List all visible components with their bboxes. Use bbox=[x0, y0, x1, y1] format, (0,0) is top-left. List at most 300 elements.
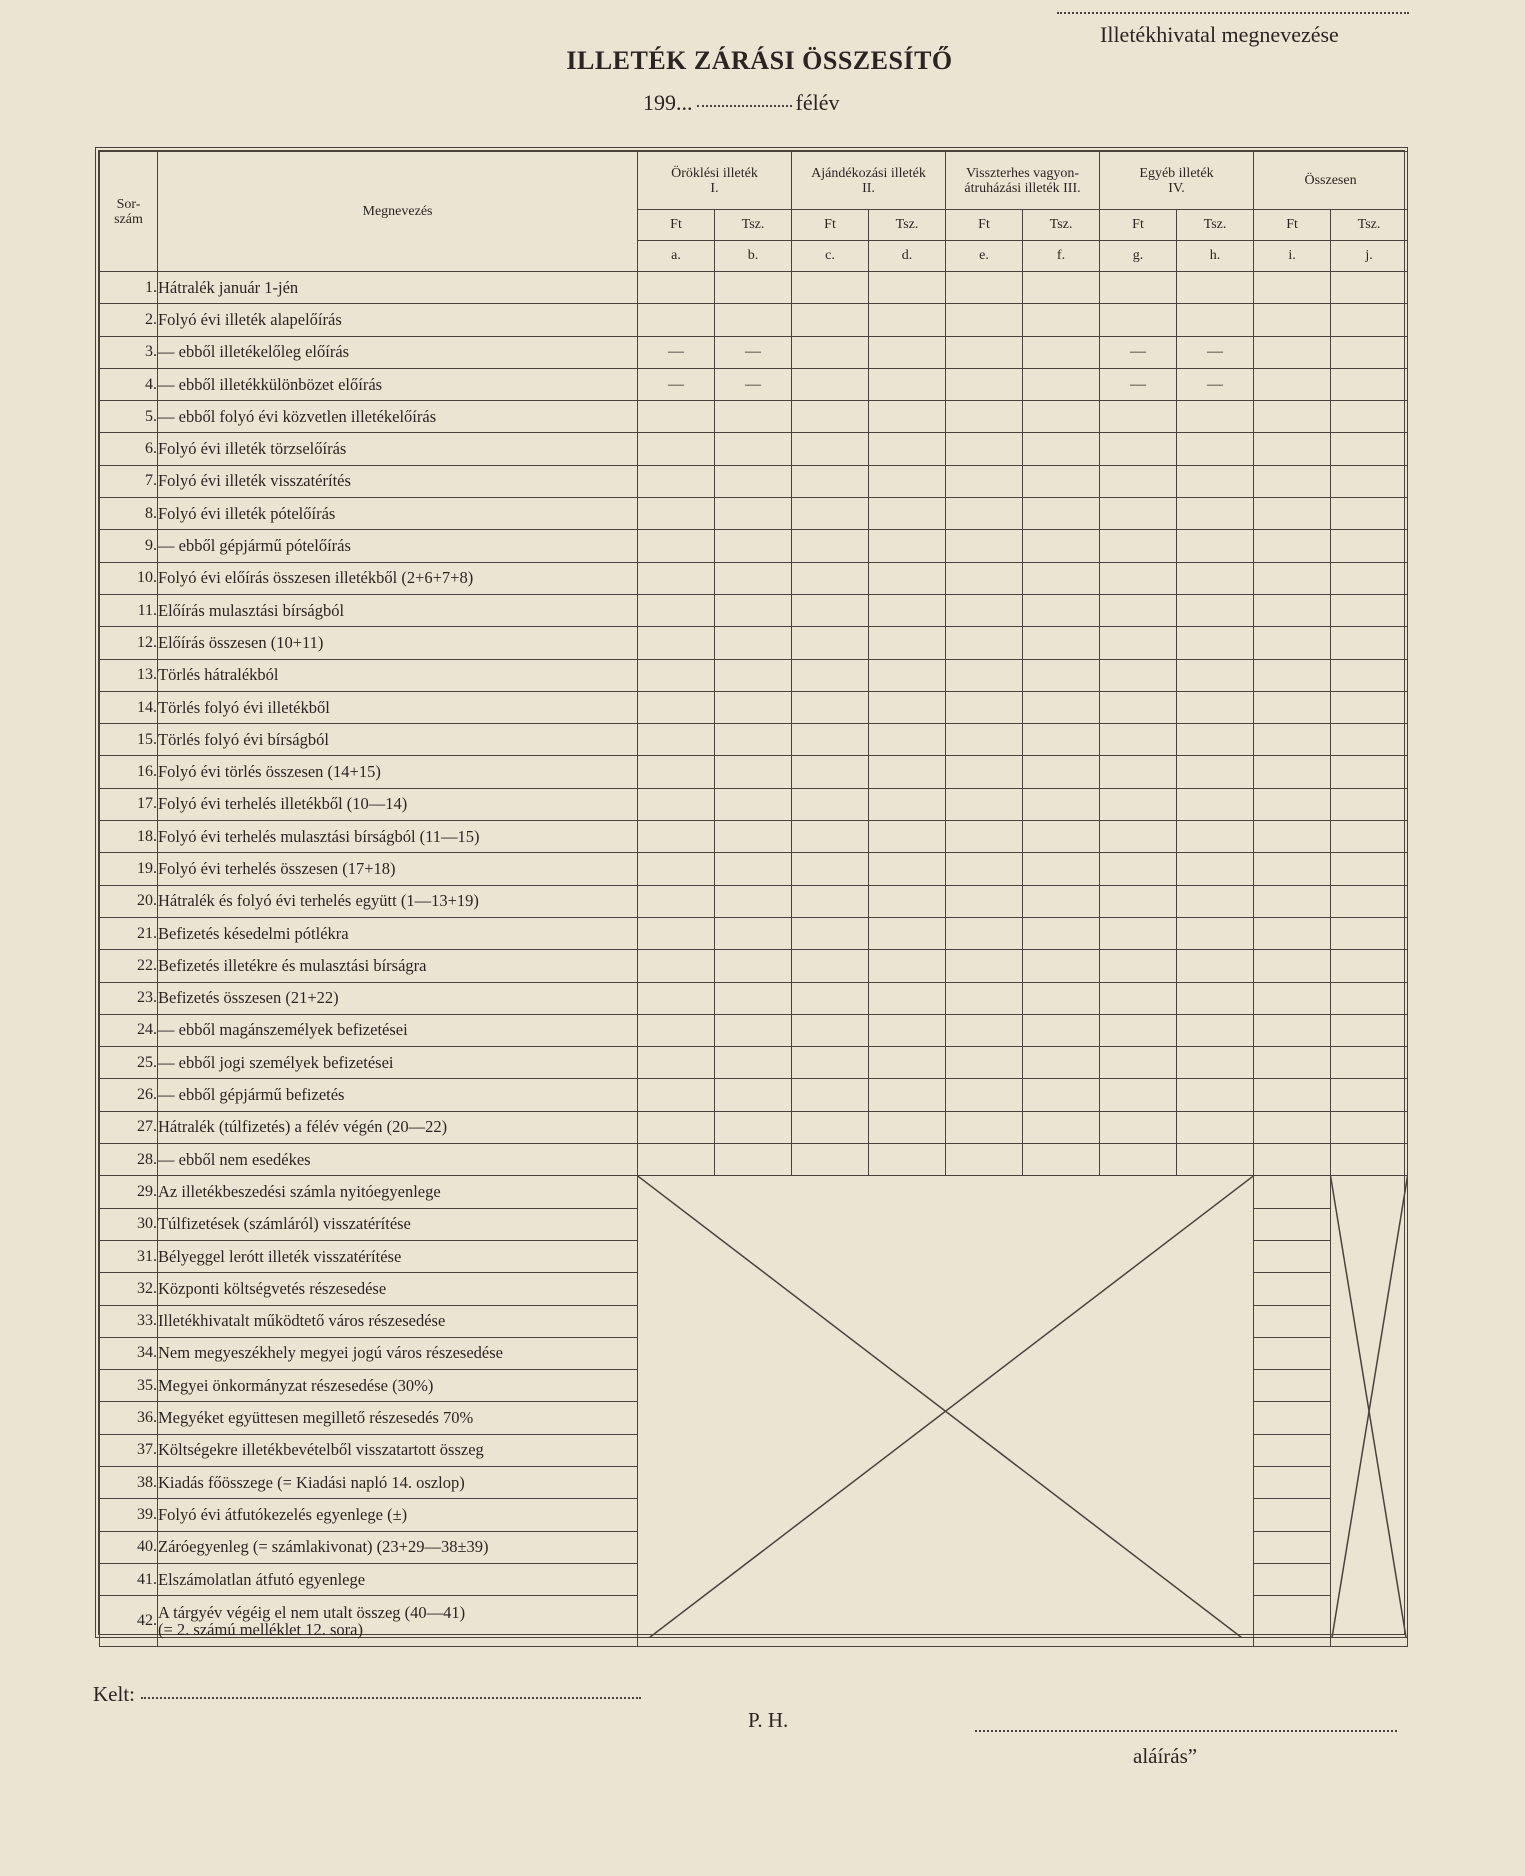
input-cell[interactable] bbox=[946, 1144, 1023, 1176]
input-cell[interactable] bbox=[1100, 1047, 1177, 1079]
signature-dotted-line[interactable] bbox=[975, 1730, 1397, 1732]
crossed-tsz-block bbox=[1331, 1176, 1408, 1647]
input-cell[interactable] bbox=[792, 691, 869, 723]
input-cell[interactable] bbox=[946, 691, 1023, 723]
input-cell[interactable] bbox=[1100, 885, 1177, 917]
input-cell[interactable] bbox=[638, 885, 715, 917]
input-cell[interactable] bbox=[869, 465, 946, 497]
input-cell[interactable] bbox=[1331, 1014, 1408, 1046]
input-cell[interactable] bbox=[1254, 821, 1331, 853]
input-cell[interactable] bbox=[1331, 788, 1408, 820]
input-cell[interactable] bbox=[1331, 853, 1408, 885]
input-cell[interactable] bbox=[1254, 691, 1331, 723]
input-cell[interactable] bbox=[1100, 1014, 1177, 1046]
input-cell[interactable] bbox=[1331, 917, 1408, 949]
input-cell[interactable] bbox=[1100, 433, 1177, 465]
input-cell[interactable] bbox=[946, 950, 1023, 982]
input-cell[interactable] bbox=[1023, 562, 1100, 594]
input-cell[interactable] bbox=[715, 498, 792, 530]
input-cell[interactable] bbox=[1023, 821, 1100, 853]
input-cell[interactable] bbox=[1177, 885, 1254, 917]
input-cell[interactable] bbox=[638, 659, 715, 691]
input-cell[interactable] bbox=[1100, 530, 1177, 562]
input-cell[interactable] bbox=[1331, 821, 1408, 853]
input-cell[interactable] bbox=[1100, 1144, 1177, 1176]
input-cell[interactable] bbox=[1254, 368, 1331, 400]
input-cell[interactable] bbox=[1023, 1014, 1100, 1046]
input-cell[interactable] bbox=[1254, 304, 1331, 336]
input-cell[interactable] bbox=[1331, 336, 1408, 368]
table-row bbox=[100, 788, 1408, 820]
input-cell[interactable] bbox=[869, 917, 946, 949]
input-cell[interactable] bbox=[946, 433, 1023, 465]
input-cell[interactable] bbox=[792, 885, 869, 917]
input-cell[interactable] bbox=[1023, 691, 1100, 723]
input-cell[interactable] bbox=[1177, 627, 1254, 659]
input-cell[interactable] bbox=[1100, 1079, 1177, 1111]
input-cell[interactable] bbox=[638, 788, 715, 820]
input-cell[interactable] bbox=[1023, 885, 1100, 917]
input-cell[interactable] bbox=[946, 368, 1023, 400]
input-cell[interactable] bbox=[1177, 594, 1254, 626]
input-cell[interactable] bbox=[1023, 788, 1100, 820]
group-subtitle: I. bbox=[710, 180, 719, 196]
input-cell[interactable] bbox=[638, 821, 715, 853]
input-cell[interactable] bbox=[1331, 659, 1408, 691]
input-cell[interactable] bbox=[946, 272, 1023, 304]
input-cell[interactable] bbox=[869, 1144, 946, 1176]
input-cell[interactable] bbox=[1023, 627, 1100, 659]
total-ft-cell[interactable] bbox=[1254, 1337, 1331, 1369]
input-cell[interactable] bbox=[1254, 1047, 1331, 1079]
input-cell[interactable] bbox=[1023, 401, 1100, 433]
input-cell[interactable] bbox=[792, 1079, 869, 1111]
input-cell[interactable] bbox=[715, 982, 792, 1014]
input-cell[interactable] bbox=[792, 1014, 869, 1046]
input-cell[interactable] bbox=[1177, 853, 1254, 885]
input-cell[interactable] bbox=[638, 530, 715, 562]
row-label: Központi költségvetés részesedése bbox=[158, 1273, 638, 1305]
input-cell[interactable] bbox=[792, 433, 869, 465]
group-title: Egyéb illeték bbox=[1139, 165, 1214, 181]
input-cell[interactable] bbox=[946, 627, 1023, 659]
input-cell[interactable] bbox=[1100, 594, 1177, 626]
input-cell[interactable] bbox=[869, 853, 946, 885]
total-ft-cell[interactable] bbox=[1254, 1305, 1331, 1337]
input-cell[interactable] bbox=[1254, 1079, 1331, 1111]
input-cell[interactable] bbox=[638, 1111, 715, 1143]
input-cell[interactable] bbox=[1254, 917, 1331, 949]
input-cell[interactable] bbox=[715, 530, 792, 562]
input-cell[interactable] bbox=[1100, 982, 1177, 1014]
input-cell[interactable] bbox=[1254, 1014, 1331, 1046]
input-cell[interactable] bbox=[1023, 659, 1100, 691]
input-cell[interactable] bbox=[792, 724, 869, 756]
input-cell[interactable] bbox=[1331, 368, 1408, 400]
input-cell[interactable] bbox=[1023, 498, 1100, 530]
input-cell[interactable] bbox=[1177, 401, 1254, 433]
input-cell[interactable] bbox=[869, 530, 946, 562]
input-cell[interactable] bbox=[946, 594, 1023, 626]
input-cell[interactable] bbox=[1023, 853, 1100, 885]
input-cell[interactable] bbox=[946, 917, 1023, 949]
input-cell[interactable] bbox=[1023, 756, 1100, 788]
input-cell[interactable] bbox=[715, 1014, 792, 1046]
input-cell[interactable] bbox=[869, 821, 946, 853]
input-cell[interactable] bbox=[1177, 530, 1254, 562]
input-cell[interactable] bbox=[946, 659, 1023, 691]
input-cell[interactable] bbox=[1100, 756, 1177, 788]
input-cell[interactable] bbox=[715, 691, 792, 723]
total-ft-cell[interactable] bbox=[1254, 1434, 1331, 1466]
input-cell[interactable] bbox=[1177, 821, 1254, 853]
input-cell[interactable] bbox=[792, 498, 869, 530]
input-cell[interactable] bbox=[1100, 853, 1177, 885]
input-cell[interactable] bbox=[869, 788, 946, 820]
input-cell[interactable] bbox=[792, 562, 869, 594]
input-cell[interactable] bbox=[946, 724, 1023, 756]
input-cell[interactable] bbox=[638, 917, 715, 949]
input-cell[interactable] bbox=[715, 1111, 792, 1143]
input-cell[interactable] bbox=[946, 336, 1023, 368]
input-cell[interactable] bbox=[1023, 1144, 1100, 1176]
input-cell[interactable] bbox=[638, 594, 715, 626]
input-cell[interactable] bbox=[1254, 950, 1331, 982]
input-cell[interactable] bbox=[1100, 917, 1177, 949]
input-cell[interactable] bbox=[1177, 498, 1254, 530]
input-cell[interactable] bbox=[638, 756, 715, 788]
input-cell[interactable] bbox=[1254, 1111, 1331, 1143]
input-cell[interactable] bbox=[1331, 691, 1408, 723]
input-cell[interactable] bbox=[715, 885, 792, 917]
header-unit-ft: Ft bbox=[946, 210, 1023, 241]
input-cell[interactable] bbox=[869, 691, 946, 723]
input-cell[interactable] bbox=[638, 1144, 715, 1176]
input-cell[interactable] bbox=[1100, 724, 1177, 756]
input-cell[interactable] bbox=[638, 272, 715, 304]
input-cell[interactable] bbox=[715, 853, 792, 885]
input-cell[interactable] bbox=[1100, 691, 1177, 723]
total-ft-cell[interactable] bbox=[1254, 1563, 1331, 1595]
input-cell[interactable] bbox=[869, 1111, 946, 1143]
input-cell[interactable] bbox=[869, 304, 946, 336]
input-cell[interactable] bbox=[946, 982, 1023, 1014]
input-cell[interactable] bbox=[792, 336, 869, 368]
input-cell[interactable] bbox=[792, 627, 869, 659]
input-cell[interactable] bbox=[869, 756, 946, 788]
input-cell[interactable] bbox=[1023, 272, 1100, 304]
input-cell[interactable] bbox=[1254, 530, 1331, 562]
header-column-letter: c. bbox=[792, 241, 869, 272]
period-line bbox=[643, 90, 839, 116]
input-cell[interactable] bbox=[869, 724, 946, 756]
input-cell[interactable] bbox=[792, 950, 869, 982]
input-cell[interactable] bbox=[715, 756, 792, 788]
input-cell[interactable] bbox=[1023, 594, 1100, 626]
input-cell[interactable] bbox=[1331, 272, 1408, 304]
input-cell[interactable] bbox=[638, 304, 715, 336]
input-cell[interactable] bbox=[1023, 530, 1100, 562]
input-cell[interactable] bbox=[715, 401, 792, 433]
total-ft-cell[interactable] bbox=[1254, 1273, 1331, 1305]
input-cell[interactable] bbox=[1254, 659, 1331, 691]
input-cell[interactable] bbox=[1100, 272, 1177, 304]
input-cell[interactable] bbox=[869, 498, 946, 530]
input-cell[interactable] bbox=[946, 756, 1023, 788]
input-cell[interactable] bbox=[715, 821, 792, 853]
input-cell[interactable] bbox=[869, 950, 946, 982]
input-cell[interactable] bbox=[638, 1047, 715, 1079]
input-cell[interactable] bbox=[1331, 1079, 1408, 1111]
input-cell[interactable] bbox=[1177, 1014, 1254, 1046]
input-cell[interactable] bbox=[715, 1079, 792, 1111]
input-cell[interactable] bbox=[1254, 498, 1331, 530]
input-cell[interactable] bbox=[1331, 756, 1408, 788]
input-cell[interactable] bbox=[946, 1111, 1023, 1143]
input-cell[interactable] bbox=[792, 1144, 869, 1176]
input-cell[interactable] bbox=[1023, 465, 1100, 497]
input-cell[interactable] bbox=[792, 788, 869, 820]
input-cell[interactable] bbox=[1177, 724, 1254, 756]
input-cell[interactable] bbox=[1100, 950, 1177, 982]
input-cell[interactable] bbox=[1100, 498, 1177, 530]
input-cell[interactable] bbox=[1254, 594, 1331, 626]
input-cell[interactable] bbox=[715, 304, 792, 336]
input-cell[interactable] bbox=[869, 433, 946, 465]
input-cell[interactable] bbox=[1023, 304, 1100, 336]
input-cell[interactable] bbox=[1177, 917, 1254, 949]
input-cell[interactable] bbox=[1331, 465, 1408, 497]
input-cell[interactable] bbox=[1331, 433, 1408, 465]
input-cell[interactable] bbox=[715, 465, 792, 497]
input-cell[interactable] bbox=[1100, 627, 1177, 659]
input-cell[interactable] bbox=[946, 788, 1023, 820]
input-cell[interactable] bbox=[869, 659, 946, 691]
input-cell[interactable] bbox=[946, 885, 1023, 917]
input-cell[interactable] bbox=[1254, 982, 1331, 1014]
input-cell[interactable] bbox=[1100, 659, 1177, 691]
input-cell[interactable] bbox=[1331, 1047, 1408, 1079]
input-cell[interactable] bbox=[792, 1111, 869, 1143]
row-label-line: A tárgyév végéig el nem utalt összeg (40—41) bbox=[158, 1603, 466, 1623]
input-cell[interactable] bbox=[946, 1014, 1023, 1046]
input-cell[interactable] bbox=[715, 724, 792, 756]
input-cell[interactable] bbox=[1254, 336, 1331, 368]
input-cell[interactable] bbox=[946, 821, 1023, 853]
input-cell[interactable] bbox=[792, 853, 869, 885]
input-cell[interactable] bbox=[792, 917, 869, 949]
input-cell[interactable] bbox=[792, 530, 869, 562]
input-cell[interactable] bbox=[792, 982, 869, 1014]
input-cell[interactable] bbox=[715, 433, 792, 465]
input-cell[interactable] bbox=[1023, 950, 1100, 982]
input-cell[interactable] bbox=[946, 465, 1023, 497]
input-cell[interactable] bbox=[638, 401, 715, 433]
input-cell[interactable] bbox=[1331, 562, 1408, 594]
input-cell[interactable] bbox=[1177, 659, 1254, 691]
input-cell[interactable] bbox=[715, 659, 792, 691]
input-cell[interactable] bbox=[1023, 982, 1100, 1014]
input-cell[interactable] bbox=[1177, 304, 1254, 336]
input-cell[interactable] bbox=[1254, 724, 1331, 756]
input-cell[interactable] bbox=[638, 627, 715, 659]
input-cell[interactable] bbox=[638, 465, 715, 497]
row-number: 6. bbox=[100, 433, 158, 465]
input-cell[interactable] bbox=[792, 756, 869, 788]
total-ft-cell[interactable] bbox=[1254, 1466, 1331, 1498]
input-cell[interactable] bbox=[792, 659, 869, 691]
input-cell[interactable] bbox=[792, 368, 869, 400]
input-cell[interactable] bbox=[638, 724, 715, 756]
input-cell[interactable] bbox=[946, 1047, 1023, 1079]
input-cell[interactable] bbox=[946, 498, 1023, 530]
input-cell[interactable] bbox=[792, 304, 869, 336]
input-cell[interactable] bbox=[869, 594, 946, 626]
input-cell[interactable] bbox=[638, 1014, 715, 1046]
input-cell[interactable] bbox=[715, 272, 792, 304]
input-cell[interactable] bbox=[869, 562, 946, 594]
input-cell[interactable] bbox=[1100, 465, 1177, 497]
input-cell[interactable] bbox=[869, 1079, 946, 1111]
input-cell[interactable] bbox=[1023, 336, 1100, 368]
total-ft-cell[interactable] bbox=[1254, 1499, 1331, 1531]
input-cell[interactable] bbox=[1177, 691, 1254, 723]
input-cell[interactable] bbox=[869, 1014, 946, 1046]
input-cell[interactable] bbox=[715, 562, 792, 594]
input-cell[interactable] bbox=[715, 917, 792, 949]
input-cell[interactable] bbox=[1331, 498, 1408, 530]
input-cell[interactable] bbox=[1177, 1144, 1254, 1176]
input-cell[interactable] bbox=[638, 562, 715, 594]
input-cell[interactable] bbox=[1023, 724, 1100, 756]
input-cell[interactable] bbox=[638, 853, 715, 885]
input-cell[interactable] bbox=[1254, 465, 1331, 497]
input-cell[interactable] bbox=[792, 821, 869, 853]
input-cell[interactable] bbox=[946, 853, 1023, 885]
input-cell[interactable] bbox=[1177, 756, 1254, 788]
input-cell[interactable] bbox=[1331, 594, 1408, 626]
input-cell[interactable] bbox=[715, 950, 792, 982]
total-ft-cell[interactable] bbox=[1254, 1531, 1331, 1563]
input-cell[interactable] bbox=[792, 401, 869, 433]
input-cell[interactable] bbox=[1177, 950, 1254, 982]
input-cell[interactable] bbox=[1023, 1111, 1100, 1143]
input-cell[interactable] bbox=[1177, 433, 1254, 465]
input-cell[interactable] bbox=[1100, 821, 1177, 853]
input-cell[interactable] bbox=[792, 1047, 869, 1079]
input-cell[interactable] bbox=[715, 1047, 792, 1079]
input-cell[interactable] bbox=[869, 368, 946, 400]
input-cell[interactable] bbox=[1331, 1111, 1408, 1143]
input-cell[interactable] bbox=[1331, 885, 1408, 917]
input-cell[interactable] bbox=[792, 594, 869, 626]
input-cell[interactable] bbox=[1254, 401, 1331, 433]
input-cell[interactable] bbox=[869, 1047, 946, 1079]
input-cell[interactable] bbox=[1177, 788, 1254, 820]
input-cell[interactable] bbox=[1254, 1144, 1331, 1176]
input-cell[interactable] bbox=[1331, 1144, 1408, 1176]
input-cell[interactable] bbox=[638, 433, 715, 465]
input-cell[interactable] bbox=[1177, 982, 1254, 1014]
input-cell[interactable] bbox=[946, 304, 1023, 336]
input-cell[interactable] bbox=[1331, 530, 1408, 562]
input-cell[interactable] bbox=[1254, 853, 1331, 885]
input-cell[interactable] bbox=[638, 498, 715, 530]
input-cell[interactable] bbox=[1254, 788, 1331, 820]
input-cell[interactable] bbox=[715, 1144, 792, 1176]
period-dots[interactable] bbox=[697, 105, 792, 107]
total-ft-cell[interactable] bbox=[1254, 1208, 1331, 1240]
input-cell[interactable] bbox=[1177, 465, 1254, 497]
input-cell[interactable] bbox=[1254, 885, 1331, 917]
input-cell[interactable] bbox=[1331, 724, 1408, 756]
input-cell[interactable] bbox=[1254, 756, 1331, 788]
date-field[interactable] bbox=[93, 1682, 641, 1707]
input-cell[interactable] bbox=[869, 336, 946, 368]
input-cell[interactable] bbox=[715, 627, 792, 659]
total-ft-cell[interactable] bbox=[1254, 1176, 1331, 1208]
input-cell[interactable] bbox=[946, 562, 1023, 594]
input-cell[interactable] bbox=[1100, 562, 1177, 594]
table-row bbox=[100, 885, 1408, 917]
total-ft-cell[interactable] bbox=[1254, 1370, 1331, 1402]
input-cell[interactable] bbox=[715, 594, 792, 626]
input-cell[interactable] bbox=[792, 465, 869, 497]
total-ft-cell[interactable] bbox=[1254, 1596, 1331, 1647]
input-cell[interactable] bbox=[638, 691, 715, 723]
input-cell[interactable] bbox=[1254, 562, 1331, 594]
input-cell[interactable] bbox=[1254, 433, 1331, 465]
input-cell[interactable] bbox=[946, 1079, 1023, 1111]
input-cell[interactable] bbox=[869, 401, 946, 433]
input-cell[interactable] bbox=[1177, 1079, 1254, 1111]
input-cell[interactable] bbox=[869, 627, 946, 659]
input-cell[interactable] bbox=[1331, 304, 1408, 336]
input-cell[interactable] bbox=[1100, 304, 1177, 336]
input-cell[interactable] bbox=[869, 982, 946, 1014]
input-cell[interactable] bbox=[1100, 788, 1177, 820]
input-cell[interactable] bbox=[638, 1079, 715, 1111]
input-cell[interactable] bbox=[1254, 627, 1331, 659]
input-cell[interactable] bbox=[638, 982, 715, 1014]
total-ft-cell[interactable] bbox=[1254, 1240, 1331, 1272]
input-cell[interactable] bbox=[946, 401, 1023, 433]
input-cell[interactable] bbox=[1331, 627, 1408, 659]
input-cell[interactable] bbox=[1177, 1111, 1254, 1143]
input-cell[interactable] bbox=[1331, 950, 1408, 982]
input-cell[interactable] bbox=[1100, 1111, 1177, 1143]
input-cell[interactable] bbox=[1023, 917, 1100, 949]
input-cell[interactable] bbox=[946, 530, 1023, 562]
total-ft-cell[interactable] bbox=[1254, 1402, 1331, 1434]
input-cell[interactable] bbox=[1177, 272, 1254, 304]
input-cell[interactable] bbox=[869, 272, 946, 304]
input-cell[interactable] bbox=[1023, 1079, 1100, 1111]
input-cell[interactable] bbox=[1177, 1047, 1254, 1079]
input-cell[interactable] bbox=[1254, 272, 1331, 304]
input-cell[interactable] bbox=[1023, 433, 1100, 465]
input-cell[interactable] bbox=[715, 788, 792, 820]
input-cell[interactable] bbox=[792, 272, 869, 304]
input-cell[interactable] bbox=[1331, 982, 1408, 1014]
input-cell[interactable] bbox=[1023, 1047, 1100, 1079]
input-cell[interactable] bbox=[1023, 368, 1100, 400]
input-cell[interactable] bbox=[1177, 562, 1254, 594]
input-cell[interactable] bbox=[638, 950, 715, 982]
input-cell[interactable] bbox=[1331, 401, 1408, 433]
input-cell[interactable] bbox=[1100, 401, 1177, 433]
input-cell[interactable] bbox=[869, 885, 946, 917]
